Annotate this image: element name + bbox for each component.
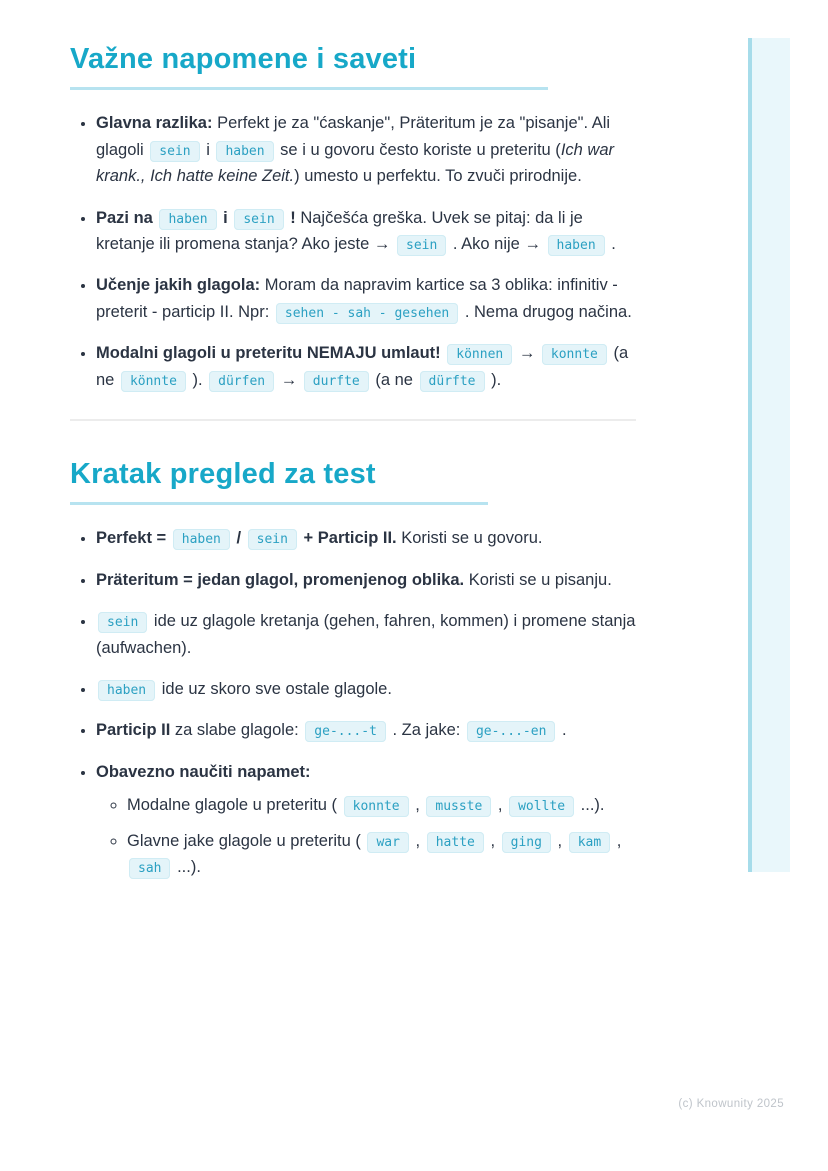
inline-code-badge: sein bbox=[98, 612, 147, 633]
inline-code-badge: hatte bbox=[427, 832, 484, 853]
text-segment: ide uz glagole kretanja (gehen, fahren, kommen) i promene stanja (aufwachen). bbox=[96, 612, 636, 657]
text-segment: ...). bbox=[576, 796, 605, 815]
inline-code-badge: haben bbox=[98, 680, 155, 701]
text-segment: Moram da napravim kartice sa 3 oblika: infinitiv - preterit - particip II. Npr: bbox=[96, 276, 618, 321]
list-item bbox=[96, 759, 636, 881]
inline-code-badge: sehen - sah - gesehen bbox=[276, 303, 458, 324]
list-item bbox=[96, 608, 636, 661]
inline-code-badge: konnte bbox=[542, 344, 607, 365]
section-divider bbox=[70, 419, 636, 421]
text-segment: → bbox=[514, 344, 540, 363]
list-item bbox=[96, 205, 636, 258]
text-segment: Obavezno naučiti napamet: bbox=[96, 762, 311, 781]
inline-code-badge: haben bbox=[548, 235, 605, 256]
text-segment: . Za jake: bbox=[387, 721, 465, 740]
inline-code-badge: könnte bbox=[121, 371, 186, 392]
inline-code-badge: durfte bbox=[304, 371, 369, 392]
text-segment: ). bbox=[486, 370, 502, 389]
text-segment: Modalni glagoli u preteritu NEMAJU umlaut! bbox=[96, 344, 446, 363]
bullet-list-notes bbox=[70, 110, 636, 393]
text-segment: , bbox=[493, 796, 508, 815]
inline-code-badge: musste bbox=[426, 796, 491, 817]
content-area bbox=[70, 44, 636, 895]
inline-code-badge: können bbox=[447, 344, 512, 365]
inline-code-badge: sein bbox=[150, 141, 199, 162]
inline-code-badge: haben bbox=[173, 529, 230, 550]
text-segment: Pazi na bbox=[96, 208, 158, 227]
page-edge-accent-bar bbox=[748, 38, 790, 872]
text-segment: , bbox=[552, 831, 567, 850]
text-segment: , bbox=[612, 831, 622, 850]
text-segment: Koristi se u govoru. bbox=[401, 529, 543, 548]
inline-code-badge: wollte bbox=[509, 796, 574, 817]
inline-code-badge: sein bbox=[248, 529, 297, 550]
text-segment: Koristi se u pisanju. bbox=[468, 570, 612, 589]
section-title-notes: Važne napomene i saveti bbox=[70, 44, 548, 90]
text-segment: ! bbox=[285, 208, 301, 227]
inline-code-badge: ge-...-t bbox=[305, 721, 386, 742]
text-segment: Glavna razlika: bbox=[96, 114, 218, 133]
text-segment: i bbox=[218, 208, 233, 227]
text-segment: . Nema drugog načina. bbox=[460, 302, 632, 321]
section-review bbox=[70, 459, 636, 880]
list-item bbox=[96, 340, 636, 393]
inline-code-badge: sah bbox=[129, 858, 170, 879]
text-segment: ...). bbox=[172, 857, 201, 876]
text-segment: se i u govoru često koriste u preteritu ( bbox=[275, 140, 561, 159]
text-segment: Perfekt = bbox=[96, 529, 171, 548]
text-segment: , bbox=[410, 796, 425, 815]
section-notes bbox=[70, 44, 636, 393]
list-item bbox=[96, 110, 636, 189]
text-segment: ). bbox=[187, 370, 208, 389]
list-item bbox=[96, 525, 636, 551]
text-segment: Perfekt je za "ćaskanje", Präteritum je za "pisanje". Ali glagoli bbox=[96, 114, 611, 159]
text-segment: ide uz skoro sve ostale glagole. bbox=[157, 679, 392, 698]
text-segment: Glavne jake glagole u preteritu ( bbox=[127, 831, 366, 850]
text-segment: za slabe glagole: bbox=[170, 721, 304, 740]
inline-code-badge: dürfen bbox=[209, 371, 274, 392]
text-segment: Präteritum = jedan glagol, promenjenog oblika. bbox=[96, 570, 469, 589]
inline-code-badge: sein bbox=[234, 209, 283, 230]
bullet-list-review bbox=[70, 525, 636, 880]
list-item bbox=[96, 272, 636, 325]
text-segment: . bbox=[606, 235, 616, 253]
inline-code-badge: haben bbox=[159, 209, 216, 230]
inline-code-badge: ge-...-en bbox=[467, 721, 555, 742]
text-segment: i bbox=[201, 140, 215, 159]
text-segment: . Ako nije → bbox=[448, 235, 546, 253]
text-segment: → bbox=[276, 370, 302, 389]
text-segment: (a ne bbox=[96, 344, 629, 389]
list-item bbox=[96, 676, 636, 702]
text-segment: (a ne bbox=[370, 370, 418, 389]
text-segment: / bbox=[231, 529, 246, 548]
list-item bbox=[96, 717, 636, 743]
section-title-review: Kratak pregled za test bbox=[70, 459, 488, 505]
inline-code-badge: sein bbox=[397, 235, 446, 256]
text-segment: Najčešća greška. Uvek se pitaj: da li je kretanje ili promena stanja? Ako jeste → bbox=[96, 208, 583, 253]
list-item bbox=[127, 792, 636, 818]
text-segment: Ich war krank., Ich hatte keine Zeit. bbox=[96, 140, 614, 186]
list-item bbox=[127, 828, 636, 881]
inline-code-badge: konnte bbox=[344, 796, 409, 817]
text-segment: , bbox=[485, 831, 500, 850]
text-segment: , bbox=[410, 831, 425, 850]
sub-bullet-list bbox=[96, 792, 636, 880]
text-segment: Particip II bbox=[96, 721, 171, 740]
inline-code-badge: war bbox=[367, 832, 408, 853]
text-segment: + Particip II. bbox=[298, 529, 402, 548]
footer-credit: (c) Knowunity 2025 bbox=[678, 1098, 784, 1110]
inline-code-badge: kam bbox=[569, 832, 610, 853]
list-item bbox=[96, 567, 636, 593]
text-segment: Modalne glagole u preteritu ( bbox=[127, 796, 342, 815]
text-segment: Učenje jakih glagola: bbox=[96, 276, 265, 295]
text-segment: . bbox=[557, 721, 567, 740]
inline-code-badge: ging bbox=[502, 832, 551, 853]
text-segment: ) umesto u perfektu. To zvuči prirodnije. bbox=[294, 167, 582, 186]
inline-code-badge: dürfte bbox=[420, 371, 485, 392]
inline-code-badge: haben bbox=[216, 141, 273, 162]
